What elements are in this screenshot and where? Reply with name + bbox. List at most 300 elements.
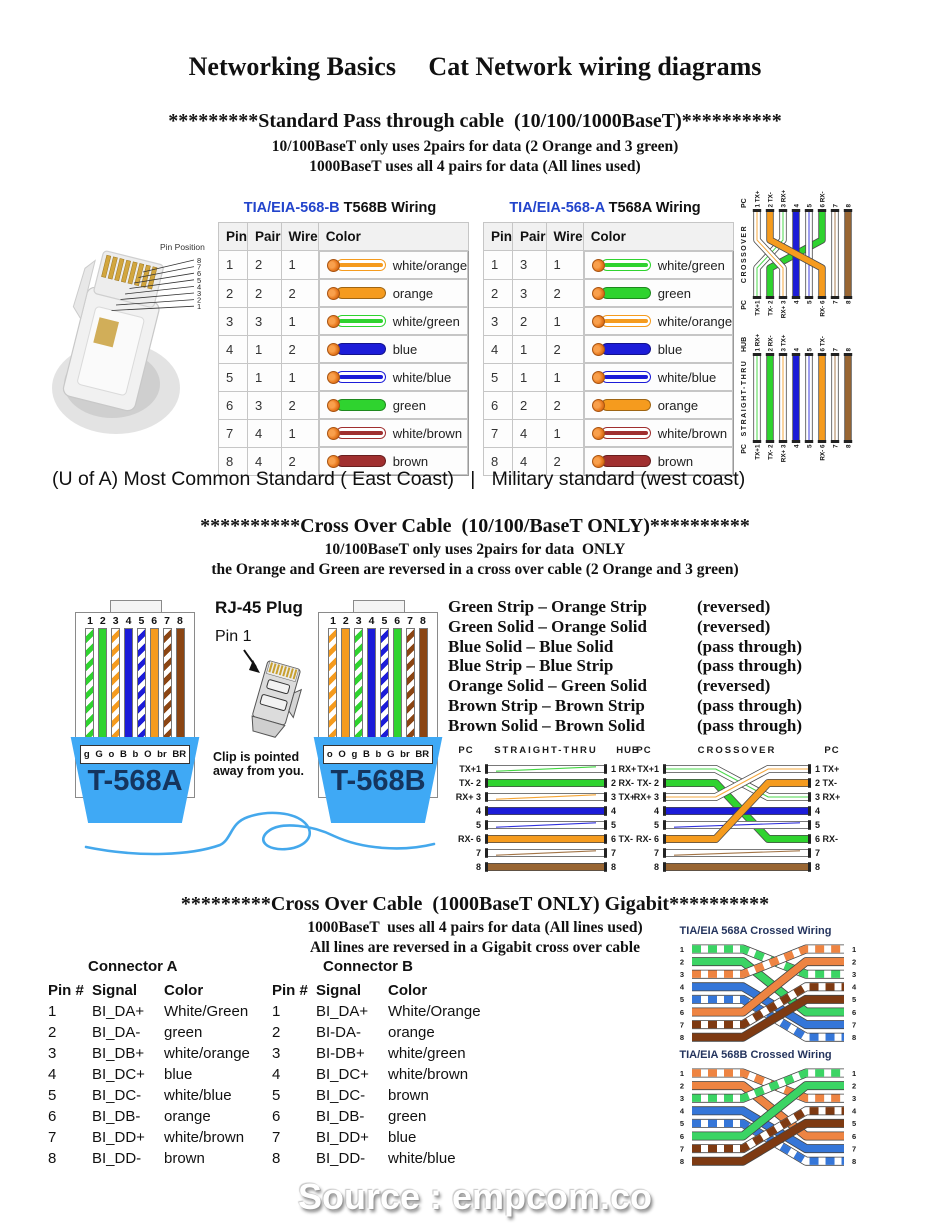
label: RX+ 3 <box>455 792 481 802</box>
signal-cell: BI_DB- <box>92 1108 141 1125</box>
t568b-table-title <box>218 200 462 216</box>
wire-cap <box>327 371 340 384</box>
plug-wire-6 <box>393 628 402 746</box>
wire-tube <box>601 455 651 467</box>
rj45-plug-illustration <box>236 648 312 744</box>
cell: 2 <box>281 335 318 363</box>
table-row <box>484 251 734 280</box>
label: RX+ 3 <box>633 792 659 802</box>
rotated-label: RX- 6 <box>819 444 827 461</box>
column-header: Pin <box>484 223 513 251</box>
label: 7 <box>852 1144 857 1154</box>
cell: 7 <box>484 419 513 447</box>
color-cell: white/blue <box>388 1150 456 1167</box>
rotated-label: PC <box>741 444 748 454</box>
wire-cap <box>592 343 605 356</box>
wire-stripe <box>339 263 383 267</box>
rotated-label: 6 RX- <box>819 191 827 208</box>
wire-swatch <box>592 427 651 440</box>
label: 8 <box>611 862 617 872</box>
wire-end-cap <box>818 209 826 212</box>
wire-cap <box>592 371 605 384</box>
crossed-wiring-568a-title: TIA/EIA 568A Crossed Wiring <box>679 925 832 937</box>
signal-cell: BI_DA+ <box>316 1003 369 1020</box>
cell: 3 <box>219 307 248 335</box>
cell: 4 <box>513 419 547 447</box>
t568b-table <box>218 200 468 476</box>
wire-cap <box>327 315 340 328</box>
signal-cell: BI-DB+ <box>316 1045 365 1062</box>
wire-swatch <box>327 399 386 412</box>
wire-end-cap <box>663 764 666 774</box>
wire-end-cap <box>808 820 811 830</box>
label: 3 TX+ <box>611 792 636 802</box>
wire-end-cap <box>485 848 488 858</box>
rotated-label: RX- 6 <box>819 300 827 317</box>
color-name: orange <box>657 397 699 413</box>
plug-wire-3 <box>354 628 363 746</box>
wire-end-cap <box>766 353 774 356</box>
wire-end-cap <box>818 296 826 299</box>
wire-end-cap <box>485 764 488 774</box>
color-cell <box>319 279 468 307</box>
straight-thru-diagram-vertical <box>737 326 855 469</box>
section2-subheading-2: the Orange and Green are reversed in a cross over cable (2 Orange and 3 green) <box>211 561 739 578</box>
color-cell <box>584 363 733 391</box>
cell: 4 <box>484 335 513 363</box>
rotated-label: 5 <box>806 300 814 305</box>
mapping-note: (reversed) <box>697 616 771 636</box>
wire-end-cap <box>792 440 800 443</box>
cell: 1 <box>484 251 513 280</box>
label: 2 RX- <box>611 778 635 788</box>
cell: 5 <box>484 363 513 391</box>
wire-letter: o <box>326 749 333 760</box>
cell: 2 <box>281 279 318 307</box>
color-cell: white/brown <box>388 1066 469 1083</box>
label: 7 <box>852 1020 857 1030</box>
label: 5 <box>475 820 481 830</box>
wire-cap <box>592 259 605 272</box>
label: 5 <box>815 820 821 830</box>
cell: 8 <box>219 447 248 476</box>
wire-tube <box>336 427 386 439</box>
wire-tube <box>601 259 651 271</box>
label: 4 <box>679 982 684 992</box>
reversal-row <box>448 676 820 696</box>
cell: 2 <box>248 279 282 307</box>
pin-number: 5 <box>381 615 388 627</box>
reversal-row <box>448 716 820 736</box>
color-cell <box>584 419 733 447</box>
mapping-note: (pass through) <box>697 656 803 676</box>
wire-end-cap <box>663 806 666 816</box>
wire-letter: B <box>119 749 127 760</box>
label: 8 <box>653 862 659 872</box>
label: 7 <box>475 848 481 858</box>
connector-a-pinout-table <box>48 980 294 1169</box>
rotated-label: RX+ 3 <box>780 300 788 319</box>
wire-end-cap <box>604 778 607 788</box>
reversal-row <box>448 656 820 676</box>
pin-cell: 6 <box>272 1108 281 1125</box>
rotated-label: 2 RX- <box>767 335 775 352</box>
wire-end-cap <box>485 792 488 802</box>
signal-cell: BI-DA- <box>316 1024 361 1041</box>
wire-end-cap <box>663 848 666 858</box>
cell: 2 <box>513 307 547 335</box>
label: 4 <box>815 806 821 816</box>
wire-stripe <box>339 319 383 323</box>
wire-pair-mapping: Brown Strip – Brown Strip <box>448 695 645 715</box>
color-cell: brown <box>388 1087 429 1104</box>
color-name: white/orange <box>392 257 468 273</box>
connector-b-pinout-table <box>272 980 518 1169</box>
label: 4 <box>679 1106 684 1116</box>
color-cell: White/Green <box>164 1003 249 1020</box>
rotated-label: TX+1 <box>754 300 762 316</box>
plug-b-name: T-568B <box>330 765 426 797</box>
table-row <box>484 391 734 419</box>
rotated-label: 4 <box>793 203 801 208</box>
wire-cap <box>327 287 340 300</box>
wire-letter: BR <box>415 749 430 760</box>
cell: 4 <box>219 335 248 363</box>
gigabit-column-header: Pin # <box>272 982 308 999</box>
wire-end-cap <box>663 820 666 830</box>
rotated-label: 5 <box>806 347 814 352</box>
cell: 2 <box>484 279 513 307</box>
label: 6 <box>852 1131 857 1141</box>
label: 5 <box>852 995 857 1005</box>
rotated-label: TX- 2 <box>767 300 775 316</box>
plug-wire-5 <box>137 628 146 746</box>
mapping-note: (pass through) <box>697 715 803 735</box>
crossover-reversal-list <box>448 597 820 736</box>
wire-cap <box>592 315 605 328</box>
plug-wire-4 <box>124 628 133 746</box>
section3-subheading-2: All lines are reversed in a Gigabit cross over cable <box>310 939 640 956</box>
label: 7 <box>679 1020 684 1030</box>
wire-tube <box>336 371 386 383</box>
wire-end-cap <box>485 834 488 844</box>
cell: 2 <box>248 251 282 280</box>
mapping-note: (pass through) <box>697 636 803 656</box>
pin-number: 2 <box>342 615 349 627</box>
t568a-standard-link: TIA/EIA-568-A <box>509 200 605 216</box>
rotated-label: 3 RX+ <box>780 189 788 208</box>
color-name: green <box>392 397 426 413</box>
table-row <box>219 391 469 419</box>
rotated-label: 8 <box>845 300 853 305</box>
column-header: Wire <box>281 223 318 251</box>
cell: 2 <box>281 391 318 419</box>
rotated-label: 7 <box>832 444 840 449</box>
wire-tube <box>601 371 651 383</box>
cell: 2 <box>513 391 547 419</box>
label: 6 TX- <box>611 834 634 844</box>
label: TX- 2 <box>636 778 659 788</box>
wire-end-cap <box>808 834 811 844</box>
pin-number: 1 <box>87 615 93 627</box>
wire-swatch <box>592 371 651 384</box>
cell: 5 <box>219 363 248 391</box>
crossed-wiring-568b-title: TIA/EIA 568B Crossed Wiring <box>679 1049 832 1061</box>
pin-cell: 4 <box>48 1066 57 1083</box>
cell: 1 <box>546 419 583 447</box>
rotated-label: HUB <box>741 336 748 352</box>
signal-cell: BI_DB+ <box>92 1045 145 1062</box>
connector-a-title: Connector A <box>88 958 178 975</box>
wire-stripe <box>604 319 648 323</box>
plug-a-boot <box>68 737 202 823</box>
cell: 3 <box>513 251 547 280</box>
wire-end-cap <box>808 778 811 788</box>
rotated-label: PC <box>741 198 748 208</box>
wire-letter: g <box>83 749 90 760</box>
wire-end-cap <box>818 353 826 356</box>
color-name: blue <box>392 341 418 357</box>
cell: 1 <box>281 419 318 447</box>
color-cell <box>584 391 733 419</box>
cell: 1 <box>248 363 282 391</box>
wire-end-cap <box>792 209 800 212</box>
plug-b-boot <box>311 737 445 823</box>
rotated-label: 7 <box>832 203 840 208</box>
wire-end-cap <box>604 820 607 830</box>
color-name: white/blue <box>657 369 717 385</box>
wire-stripe <box>604 375 648 379</box>
table-header-row <box>484 223 734 251</box>
table-row <box>219 335 469 363</box>
cell: 6 <box>484 391 513 419</box>
wire-end-cap <box>663 862 666 872</box>
mapping-note: (pass through) <box>697 695 803 715</box>
rotated-label: 8 <box>845 444 853 449</box>
rotated-label: TX+1 <box>754 444 762 460</box>
wire-end-cap <box>766 209 774 212</box>
color-cell <box>584 279 733 307</box>
wire-cap <box>327 399 340 412</box>
signal-cell: BI_DC+ <box>92 1066 145 1083</box>
t568a-table <box>483 200 733 476</box>
pin-cell: 1 <box>48 1003 57 1020</box>
signal-cell: BI_DC- <box>316 1087 366 1104</box>
wire-end-cap <box>805 209 813 212</box>
cell: 1 <box>546 251 583 280</box>
wire-tube <box>336 455 386 467</box>
plug-a-pin-numbers <box>76 613 194 628</box>
pin-number: 2 <box>99 615 106 627</box>
crossover-diagram <box>620 740 856 876</box>
color-name: white/orange <box>657 313 733 329</box>
connector-b-title: Connector B <box>323 958 413 975</box>
plug-b-wires <box>319 628 437 746</box>
wire-letter: O <box>338 749 346 760</box>
cell: 3 <box>248 391 282 419</box>
wire-tube <box>601 343 651 355</box>
plug-wire-8 <box>419 628 428 746</box>
color-name: white/green <box>657 257 725 273</box>
wire-tube <box>601 315 651 327</box>
rotated-label: TX- 2 <box>767 444 775 460</box>
wire-end-cap <box>844 353 852 356</box>
section2-heading: **********Cross Over Cable (10/100/BaseT ONLY)********** <box>200 515 750 537</box>
label: 8 <box>475 862 481 872</box>
wire-tube <box>601 287 651 299</box>
wire-end-cap <box>753 353 761 356</box>
rotated-label: 1 TX+ <box>754 190 762 208</box>
crossed-wiring-568a-diagram <box>648 939 863 1043</box>
color-cell: orange <box>164 1108 211 1125</box>
wire-end-cap <box>808 862 811 872</box>
wire-cap <box>592 399 605 412</box>
plug-wire-3 <box>111 628 120 746</box>
rotated-label: 4 <box>793 347 801 352</box>
cell: 3 <box>513 279 547 307</box>
wire-end-cap <box>779 209 787 212</box>
wire-letter: G <box>387 749 395 760</box>
gigabit-column-header: Signal <box>316 982 362 999</box>
cell: 1 <box>513 363 547 391</box>
label: Pin Position <box>160 242 205 252</box>
wire-end-cap <box>753 296 761 299</box>
color-cell <box>319 419 468 447</box>
wire-end-cap <box>808 764 811 774</box>
wire-tube <box>336 315 386 327</box>
label: 2 <box>197 295 202 305</box>
cell: 1 <box>281 251 318 280</box>
wire-swatch <box>327 427 386 440</box>
plug-wire-1 <box>328 628 337 746</box>
color-cell: brown <box>164 1150 205 1167</box>
t568b-title-rest: T568B Wiring <box>339 200 437 216</box>
wire-swatch <box>327 315 386 328</box>
cell: 2 <box>546 391 583 419</box>
signal-cell: BI_DC+ <box>316 1066 369 1083</box>
wire-cap <box>327 455 340 468</box>
wire-letter: b <box>132 749 139 760</box>
color-cell: blue <box>388 1129 417 1146</box>
reversal-row <box>448 696 820 716</box>
label: 8 <box>815 862 821 872</box>
color-name: brown <box>392 453 429 469</box>
pin-number: 4 <box>368 615 375 627</box>
wire-end-cap <box>604 806 607 816</box>
rj45-connector-photo <box>28 216 233 444</box>
cell: 8 <box>484 447 513 476</box>
wire-end-cap <box>831 209 839 212</box>
gigabit-column-header: Color <box>164 982 204 999</box>
table-row <box>219 363 469 391</box>
color-cell <box>584 307 733 335</box>
signal-cell: BI_DD- <box>92 1150 142 1167</box>
rotated-label: 4 <box>793 444 801 449</box>
wire-end-cap <box>779 440 787 443</box>
wire-tube <box>601 427 651 439</box>
gigabit-column-header: Signal <box>92 982 138 999</box>
rotated-label: CROSSOVER <box>741 224 748 284</box>
pin-cell: 8 <box>272 1150 281 1167</box>
cell: 4 <box>248 419 282 447</box>
wire-end-cap <box>831 440 839 443</box>
wire-end-cap <box>805 296 813 299</box>
wire-end-cap <box>831 353 839 356</box>
label: STRAIGHT-THRU <box>494 745 598 756</box>
label: 3 <box>679 970 684 979</box>
wire-end-cap <box>663 778 666 788</box>
table-row <box>219 419 469 447</box>
color-name: green <box>657 285 691 301</box>
rotated-label: STRAIGHT-THRU <box>741 359 748 437</box>
wire-pair-mapping: Orange Solid – Green Solid <box>448 676 647 696</box>
section1-subheading-2: 1000BaseT uses all 4 pairs for data (All lines used) <box>309 158 641 175</box>
label: 1 <box>679 1068 684 1078</box>
wire-end-cap <box>485 862 488 872</box>
wire-cap <box>327 259 340 272</box>
wire-stripe <box>339 375 383 379</box>
label: PC <box>824 745 840 756</box>
reversal-row <box>448 617 820 637</box>
label: TX- 2 <box>458 778 481 788</box>
wire-pair-mapping: Green Strip – Orange Strip <box>448 597 647 616</box>
color-cell: White/Orange <box>388 1003 481 1020</box>
wire-end-cap <box>604 862 607 872</box>
color-cell <box>319 307 468 335</box>
table-row <box>484 419 734 447</box>
pin-number: 8 <box>176 615 183 627</box>
label: 7 <box>679 1144 684 1154</box>
cell: 3 <box>484 307 513 335</box>
cell: 2 <box>219 279 248 307</box>
label: 6 <box>679 1007 684 1017</box>
color-cell: green <box>164 1024 203 1041</box>
wire-swatch <box>327 343 386 356</box>
label: 7 <box>611 848 617 858</box>
wire-swatch <box>592 315 651 328</box>
cell: 1 <box>281 363 318 391</box>
pin-number: 1 <box>330 615 336 627</box>
wire-end-cap <box>792 353 800 356</box>
color-name: orange <box>392 285 434 301</box>
wire-tube <box>336 399 386 411</box>
rotated-label: 7 <box>832 300 840 305</box>
cell: 1 <box>546 363 583 391</box>
page-title: Networking Basics Cat Network wiring diagrams <box>188 52 762 81</box>
cell: 1 <box>248 335 282 363</box>
label: 8 <box>679 1033 684 1042</box>
wire-pair-mapping: Blue Solid – Blue Solid <box>448 636 614 656</box>
cell: 1 <box>219 251 248 280</box>
wire-end-cap <box>604 764 607 774</box>
label: 8 <box>197 256 202 265</box>
wire-end-cap <box>818 440 826 443</box>
pin-number: 6 <box>394 615 401 627</box>
label: 1 <box>679 944 684 954</box>
rotated-label: RX+ 3 <box>780 444 788 463</box>
rotated-label: 6 TX- <box>819 336 827 352</box>
wire-letter: BR <box>172 749 187 760</box>
plug-b-wire-letters <box>323 745 433 764</box>
gigabit-column-header: Pin # <box>48 982 84 999</box>
label: TX+1 <box>459 764 481 774</box>
label: 4 <box>852 982 857 992</box>
wire-tube <box>336 287 386 299</box>
wire-cap <box>592 287 605 300</box>
pin-number: 3 <box>112 615 119 627</box>
signal-cell: BI_DA- <box>92 1024 141 1041</box>
wire-swatch <box>327 287 386 300</box>
